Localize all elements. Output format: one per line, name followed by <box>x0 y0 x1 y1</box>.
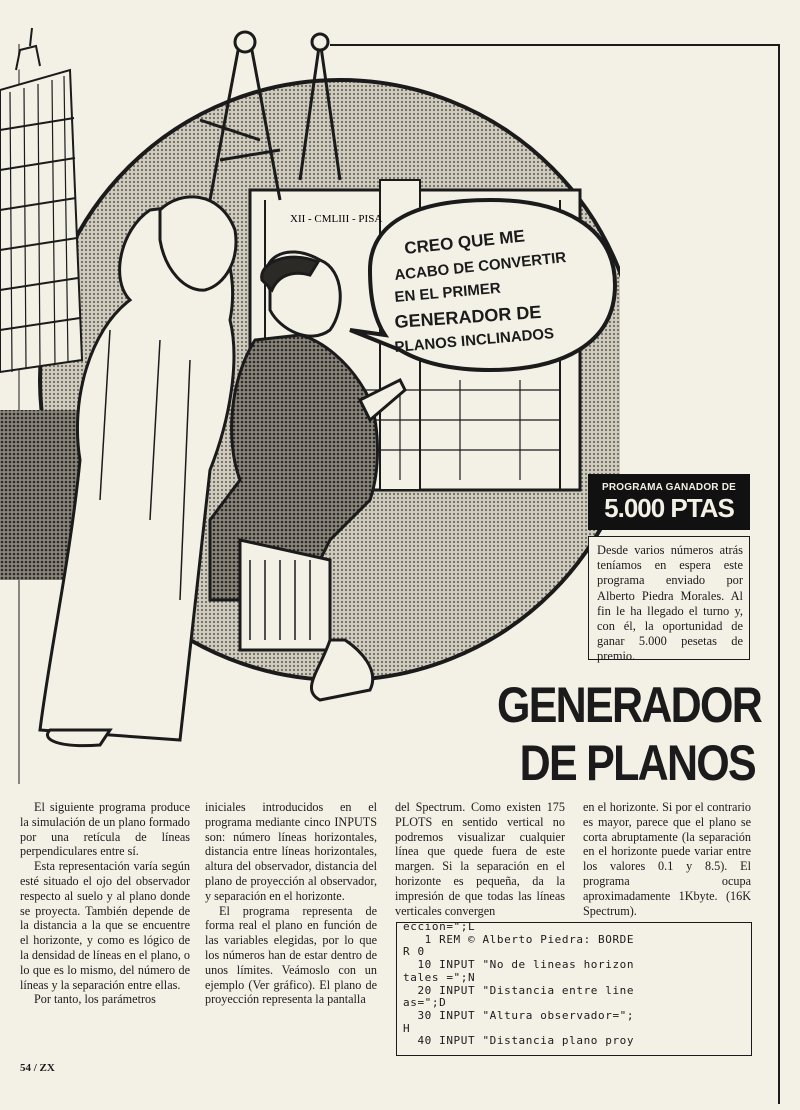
prize-amount: 5.000 PTAS <box>604 493 734 523</box>
article-column-1 <box>20 800 190 1007</box>
code-line: 1 REM © Alberto Piedra: BORDE <box>403 932 635 946</box>
paragraph: iniciales introducidos en el programa mediante cinco INPUTS son: número líneas horizontales, distancia entre líneas horizontales, altura del observador, distancia del plano de proyección al observador, y separación en el horizonte. <box>205 800 377 903</box>
page-footer <box>20 1062 55 1074</box>
article-column-4 <box>583 800 751 918</box>
pisa-tower <box>0 28 82 372</box>
code-line: as=";D <box>403 996 447 1010</box>
page-number: 54 / ZX <box>20 1062 55 1074</box>
article-column-3 <box>395 800 565 918</box>
headline <box>497 676 762 792</box>
speech-bubble <box>350 200 615 370</box>
code-line: tales =";N <box>403 970 476 984</box>
prize-label: PROGRAMA GANADOR DE <box>602 482 736 493</box>
code-listing <box>396 922 752 1056</box>
intro-text: Desde varios números atrás teníamos en espera este programa enviado por Alberto Piedra Morales. Al fin le ha llegado el turno y, con él, la oportunidad de ganar 5.000 pesetas de premio. <box>597 543 743 664</box>
bubble-line-3: EN EL PRIMER <box>393 279 502 306</box>
paragraph: del Spectrum. Como existen 175 PLOTS en sentido vertical no podremos visualizar cualquier línea que quede fuera de este margen. Si la separación en el horizonte es pequeña, da la impresión de que todas las líneas verticales convergen <box>395 800 565 918</box>
paragraph: El programa representa de forma real el plano en función de las variables elegidas, por lo que los números han de estar dentro de unos límites. Veámoslo con un ejemplo (Ver gráfico). El plano de proyección representa la pantalla <box>205 903 377 1007</box>
right-rule <box>778 44 780 1104</box>
code-line: 40 INPUT "Distancia plano proy <box>403 1034 635 1048</box>
code-line: H <box>403 1021 411 1035</box>
paragraph: El siguiente programa produce la simulación de un plano formado por una retícula de líneas perpendiculares entre sí. <box>20 800 190 859</box>
intro-box <box>588 536 750 664</box>
code-line-fragment: eccion=";L <box>403 922 476 933</box>
bubble-line-2: ACABO DE CONVERTIR <box>393 249 567 284</box>
paragraph: Por tanto, los parámetros <box>34 992 156 1007</box>
board-text: XII - CMLIII - PISA <box>290 213 383 225</box>
headline-line-2: DE PLANOS <box>519 735 755 791</box>
prize-badge <box>588 474 750 530</box>
paragraph: en el horizonte. Si por el contrario es mayor, parece que el plano se corta abruptamente (la separación en el horizonte puede variar entre los valores 0.1 y 8.5). El programa ocupa aproximadamente 1Kbyte. (16K Spectrum). <box>583 800 751 918</box>
code-line: 30 INPUT "Altura observador="; <box>403 1008 635 1022</box>
bubble-line-1: CREO QUE ME <box>403 226 526 258</box>
bubble-line-5: PLANOS INCLINADOS <box>393 325 555 356</box>
article-column-2 <box>205 800 377 1007</box>
headline-line-1: GENERADOR <box>497 677 762 733</box>
bubble-line-4: GENERADOR DE <box>393 301 542 332</box>
code-line: 10 INPUT "No de lineas horizon <box>403 958 635 972</box>
code-line: R 0 <box>403 945 425 959</box>
code-line: 20 INPUT "Distancia entre line <box>403 983 635 997</box>
paragraph: Esta representación varía según esté situado el ojo del observador respecto al suelo y al plano donde se proyecta. También depende de la distancia a la que se encuentre el horizonte, y como es lógico de la densidad de líneas en el plano, o lo que es lo mismo, del número de líneas y la separación entre ellas. <box>20 859 190 992</box>
